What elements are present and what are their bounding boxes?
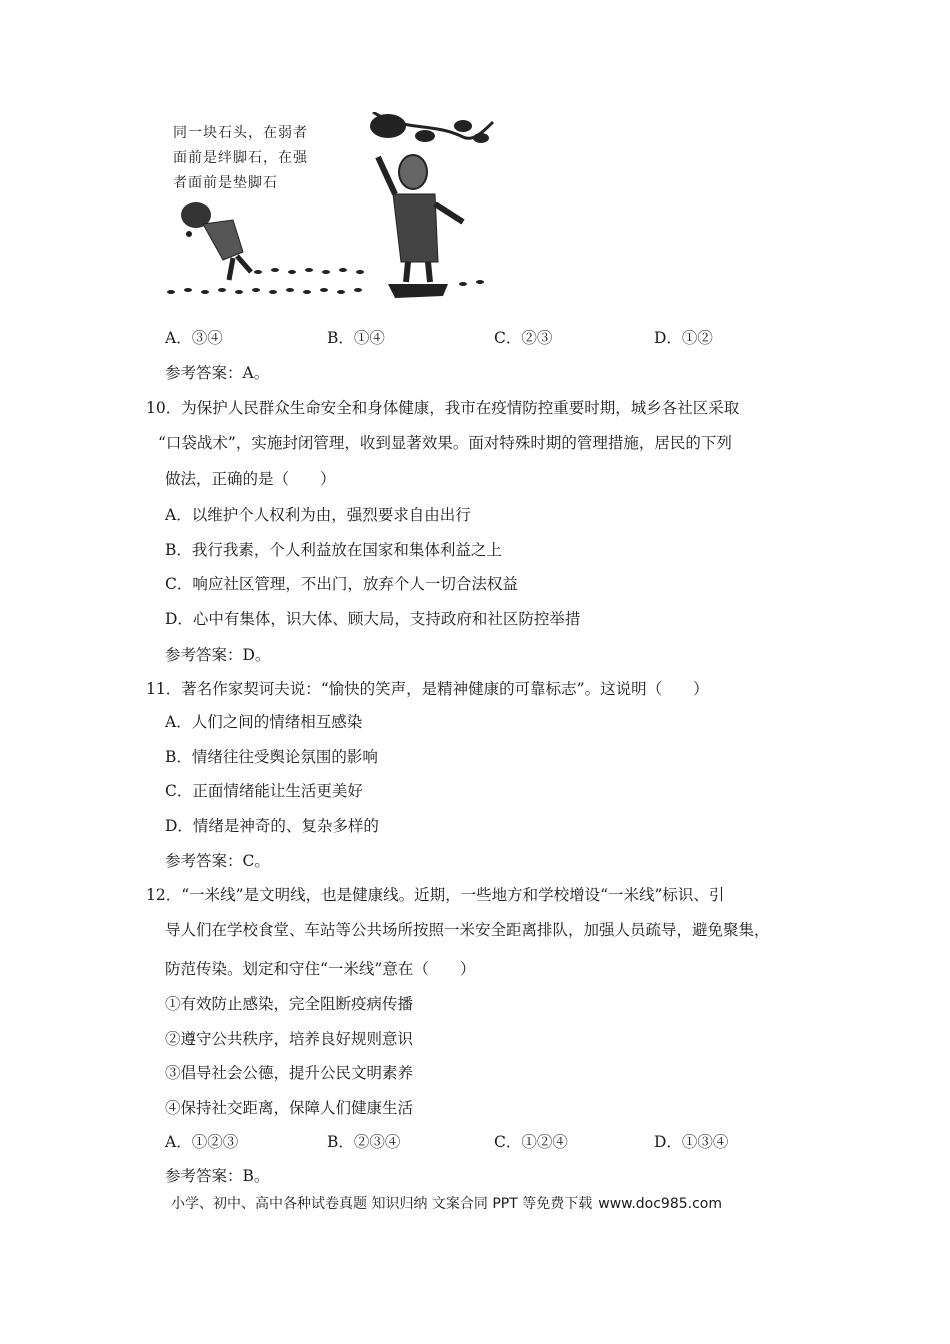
q9-option-a: A．③④	[165, 329, 223, 347]
q11-option-b: B．情绪往往受舆论氛围的影响	[165, 748, 378, 766]
q9-option-d: D．①②	[654, 329, 713, 347]
q11-answer: 参考答案：C。	[165, 852, 270, 870]
q10-option-c: C．响应社区管理，不出门，放弃个人一切合法权益	[165, 575, 518, 593]
q9-answer: 参考答案：A。	[165, 364, 270, 382]
q12-option-b: B．②③④	[327, 1133, 401, 1151]
q12-answer: 参考答案：B。	[165, 1167, 270, 1185]
q9-option-b: B．①④	[327, 329, 385, 347]
cartoon-caption-line: 者面前是垫脚石	[173, 175, 278, 191]
q10-stem-line: 10．为保护人民群众生命安全和身体健康，我市在疫情防控重要时期，城乡各社区采取	[146, 399, 740, 417]
cartoon-illustration	[163, 112, 495, 302]
q10-stem-line: “口袋战术”，实施封闭管理，收到显著效果。面对特殊时期的管理措施，居民的下列	[158, 434, 732, 452]
q12-option-c: C．①②④	[494, 1133, 568, 1151]
q12-stem-line: 12．“一米线”是文明线，也是健康线。近期，一些地方和学校增设“一米线”标识、引	[146, 886, 725, 904]
footer	[171, 1193, 722, 1213]
cartoon-caption-line: 同一块石头，在弱者	[173, 125, 308, 141]
q12-option-a: A．①②③	[165, 1133, 239, 1151]
q12-stem-line: 导人们在学校食堂、车站等公共场所按照一米安全距离排队，加强人员疏导，避免聚集，	[165, 921, 770, 939]
q12-statement: ①有效防止感染，完全阻断疫病传播	[165, 995, 414, 1013]
q10-option-a: A．以维护个人权利为由，强烈要求自由出行	[165, 506, 471, 524]
q12-statement: ③倡导社会公德，提升公民文明素养	[165, 1064, 414, 1082]
cartoon-caption-line: 面前是绊脚石，在强	[173, 150, 308, 166]
footer-text: 小学、初中、高中各种试卷真题 知识归纳 文案合同 PPT 等免费下载	[171, 1196, 593, 1212]
q11-option-c: C．正面情绪能让生活更美好	[165, 782, 363, 800]
q11-option-d: D．情绪是神奇的、复杂多样的	[165, 817, 379, 835]
q11-option-a: A．人们之间的情绪相互感染	[165, 713, 363, 731]
q10-option-d: D．心中有集体，识大体、顾大局，支持政府和社区防控举措	[165, 610, 581, 628]
cartoon-drawing	[163, 112, 495, 302]
q12-statement: ②遵守公共秩序，培养良好规则意识	[165, 1030, 414, 1048]
q10-stem-line: 做法，正确的是（ ）	[165, 470, 336, 488]
q10-option-b: B．我行我素，个人利益放在国家和集体利益之上	[165, 541, 502, 559]
q9-option-c: C．②③	[494, 329, 553, 347]
q12-option-d: D．①③④	[654, 1133, 729, 1151]
q10-answer: 参考答案：D。	[165, 646, 271, 664]
q12-statement: ④保持社交距离，保障人们健康生活	[165, 1099, 414, 1117]
footer-link[interactable]: www.doc985.com	[598, 1196, 722, 1212]
q11-stem: 11．著名作家契诃夫说：“愉快的笑声，是精神健康的可靠标志”。这说明（ ）	[146, 680, 709, 698]
q12-stem-line: 防范传染。划定和守住“一米线”意在（ ）	[165, 960, 476, 978]
